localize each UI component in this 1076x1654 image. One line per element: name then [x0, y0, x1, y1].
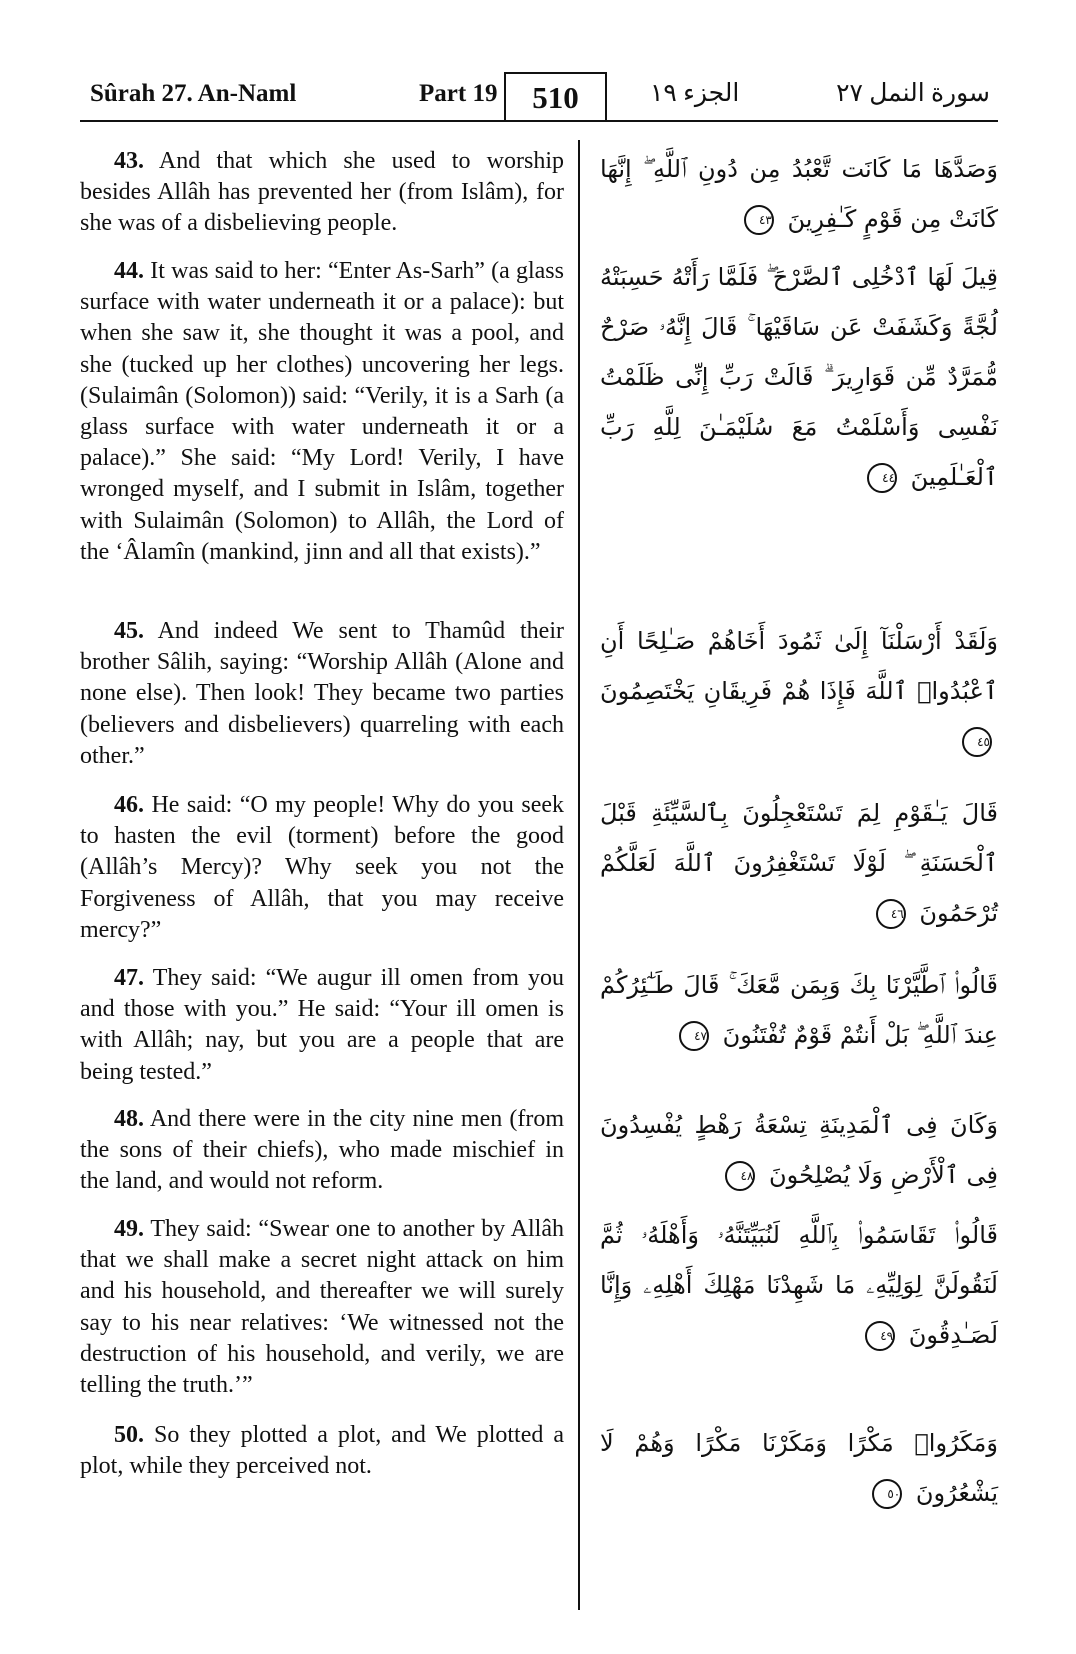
arabic-text: قَالُوا۟ ٱطَّيَّرْنَا بِكَ وَبِمَن مَّعَكَ ۚ قَالَ طَـٰٓئِرُكُمْ عِندَ ٱللَّهِ ۖ بَلْ أَنتُمْ قَوْمٌ تُفْتَنُونَ — [600, 971, 998, 1049]
page-number: 510 — [504, 72, 607, 120]
verse-number: 46. — [114, 792, 144, 818]
verse-number: 47. — [114, 965, 144, 991]
ayah-number-marker: ٤٩ — [865, 1321, 895, 1351]
surah-title-ar: سورة النمل ٢٧ — [836, 80, 990, 107]
verse-translation — [80, 146, 564, 240]
verse-arabic — [600, 788, 998, 938]
verse-arabic — [600, 1418, 998, 1518]
verse-number: 50. — [114, 1422, 144, 1448]
verse-text: So they plotted a plot, and We plotted a plot, while they perceived not. — [80, 1422, 564, 1480]
verse-number: 43. — [114, 148, 144, 174]
verse-translation — [80, 1214, 564, 1401]
ayah-number-marker: ٤٦ — [876, 899, 906, 929]
surah-title-en: Sûrah 27. An-Naml — [90, 80, 297, 107]
verse-text: And indeed We sent to Thamûd their brother Sâlih, saying: “Worship Allâh (Alone and none else). Then look! They became two parties (believers and disbelievers) quarreling with each other.” — [80, 618, 564, 769]
verse-arabic — [600, 252, 998, 502]
ayah-number-marker: ٥٠ — [872, 1479, 902, 1509]
arabic-text: وَلَقَدْ أَرْسَلْنَآ إِلَىٰ ثَمُودَ أَخَاهُمْ صَـٰلِحًا أَنِ ٱعْبُدُوا۟ ٱللَّهَ فَإِذَا هُمْ فَرِيقَانِ يَخْتَصِمُونَ — [600, 627, 998, 705]
ayah-number-marker: ٤٤ — [867, 463, 897, 493]
verse-translation — [80, 790, 564, 946]
verse-number: 49. — [114, 1216, 144, 1242]
arabic-text: قَالُوا۟ تَقَاسَمُوا۟ بِٱللَّهِ لَنُبَيِّتَنَّهُۥ وَأَهْلَهُۥ ثُمَّ لَنَقُولَنَّ لِوَلِيِّهِۦ مَا شَهِدْنَا مَهْلِكَ أَهْلِهِۦ وَإِنَّا لَصَـٰدِقُونَ — [600, 1221, 998, 1349]
verse-translation — [80, 1420, 564, 1482]
verse-number: 44. — [114, 258, 144, 284]
verse-arabic — [600, 1210, 998, 1360]
arabic-text: وَمَكَرُوا۟ مَكْرًا وَمَكَرْنَا مَكْرًا وَهُمْ لَا يَشْعُرُونَ — [600, 1429, 998, 1507]
ayah-number-marker: ٤٣ — [744, 205, 774, 235]
verse-translation — [80, 1104, 564, 1198]
verse-arabic — [600, 960, 998, 1060]
verse-number: 45. — [114, 618, 144, 644]
verse-number: 48. — [114, 1106, 144, 1132]
column-divider — [578, 140, 580, 1610]
verse-text: He said: “O my people! Why do you seek to hasten the evil (torment) before the good (Allâh’s Mercy)? Why seek you not the Forgiveness of Allâh, that you may receive mercy?” — [80, 792, 564, 943]
verse-translation — [80, 616, 564, 772]
arabic-text: وَصَدَّهَا مَا كَانَت تَّعْبُدُ مِن دُونِ ٱللَّهِ ۖ إِنَّهَا كَانَتْ مِن قَوْمٍ كَـٰفِرِينَ — [600, 155, 998, 233]
verse-arabic — [600, 1100, 998, 1200]
arabic-text: قِيلَ لَهَا ٱدْخُلِى ٱلصَّرْحَ ۖ فَلَمَّا رَأَتْهُ حَسِبَتْهُ لُجَّةً وَكَشَفَتْ عَن سَاقَيْهَا ۚ قَالَ إِنَّهُۥ صَرْحٌ مُّمَرَّدٌ مِّن قَوَارِيرَ ۗ قَالَتْ رَبِّ إِنِّى ظَلَمْتُ نَفْسِى وَأَسْلَمْتُ مَعَ سُلَيْمَـٰنَ لِلَّهِ رَبِّ ٱلْعَـٰلَمِينَ — [600, 263, 998, 491]
verse-text: And that which she used to worship besides Allâh has prevented her (from Islâm), for she was of a disbelieving people. — [80, 148, 564, 237]
verse-text: They said: “We augur ill omen from you and those with you.” He said: “Your ill omen is with Allâh; nay, but you are a people that are being tested.” — [80, 965, 564, 1085]
part-label-en: Part 19 — [419, 80, 498, 107]
ayah-number-marker: ٤٨ — [725, 1161, 755, 1191]
verse-text: It was said to her: “Enter As-Sarh” (a glass surface with water underneath it or a palace): but when she saw it, she thought it was a pool, and she (tucked up her clothes) uncovering her legs. (Sulaimân (Solomon)) said: “Verily, it is a Sarh (a glass surface with water underneath it or a palace).” She said: “My Lord! Verily, I have wronged myself, and I submit in Islâm, together with Sulaimân (Solomon) to Allâh, the Lord of the ‘Âlamîn (mankind, jinn and all that exists).” — [80, 258, 564, 565]
arabic-text: قَالَ يَـٰقَوْمِ لِمَ تَسْتَعْجِلُونَ بِٱلسَّيِّئَةِ قَبْلَ ٱلْحَسَنَةِ ۖ لَوْلَا تَسْتَغْفِرُونَ ٱللَّهَ لَعَلَّكُمْ تُرْحَمُونَ — [600, 799, 998, 927]
juz-label-ar: الجزء ١٩ — [650, 80, 740, 107]
ayah-number-marker: ٤٧ — [679, 1021, 709, 1051]
verse-arabic — [600, 144, 998, 244]
page-header — [80, 76, 998, 122]
verse-text: And there were in the city nine men (from the sons of their chiefs), who made mischief in the land, and would not reform. — [80, 1106, 564, 1195]
verse-translation — [80, 256, 564, 568]
ayah-number-marker: ٤٥ — [962, 727, 992, 757]
verse-arabic — [600, 616, 998, 766]
verse-text: They said: “Swear one to another by Allâh that we shall make a secret night attack on him and his household, and thereafter we will surely say to his near relatives: ‘We witnessed not the destruction of his household, and verily, we are telling the truth.’” — [80, 1216, 564, 1399]
verse-translation — [80, 963, 564, 1088]
arabic-text: وَكَانَ فِى ٱلْمَدِينَةِ تِسْعَةُ رَهْطٍ يُفْسِدُونَ فِى ٱلْأَرْضِ وَلَا يُصْلِحُونَ — [600, 1111, 998, 1189]
